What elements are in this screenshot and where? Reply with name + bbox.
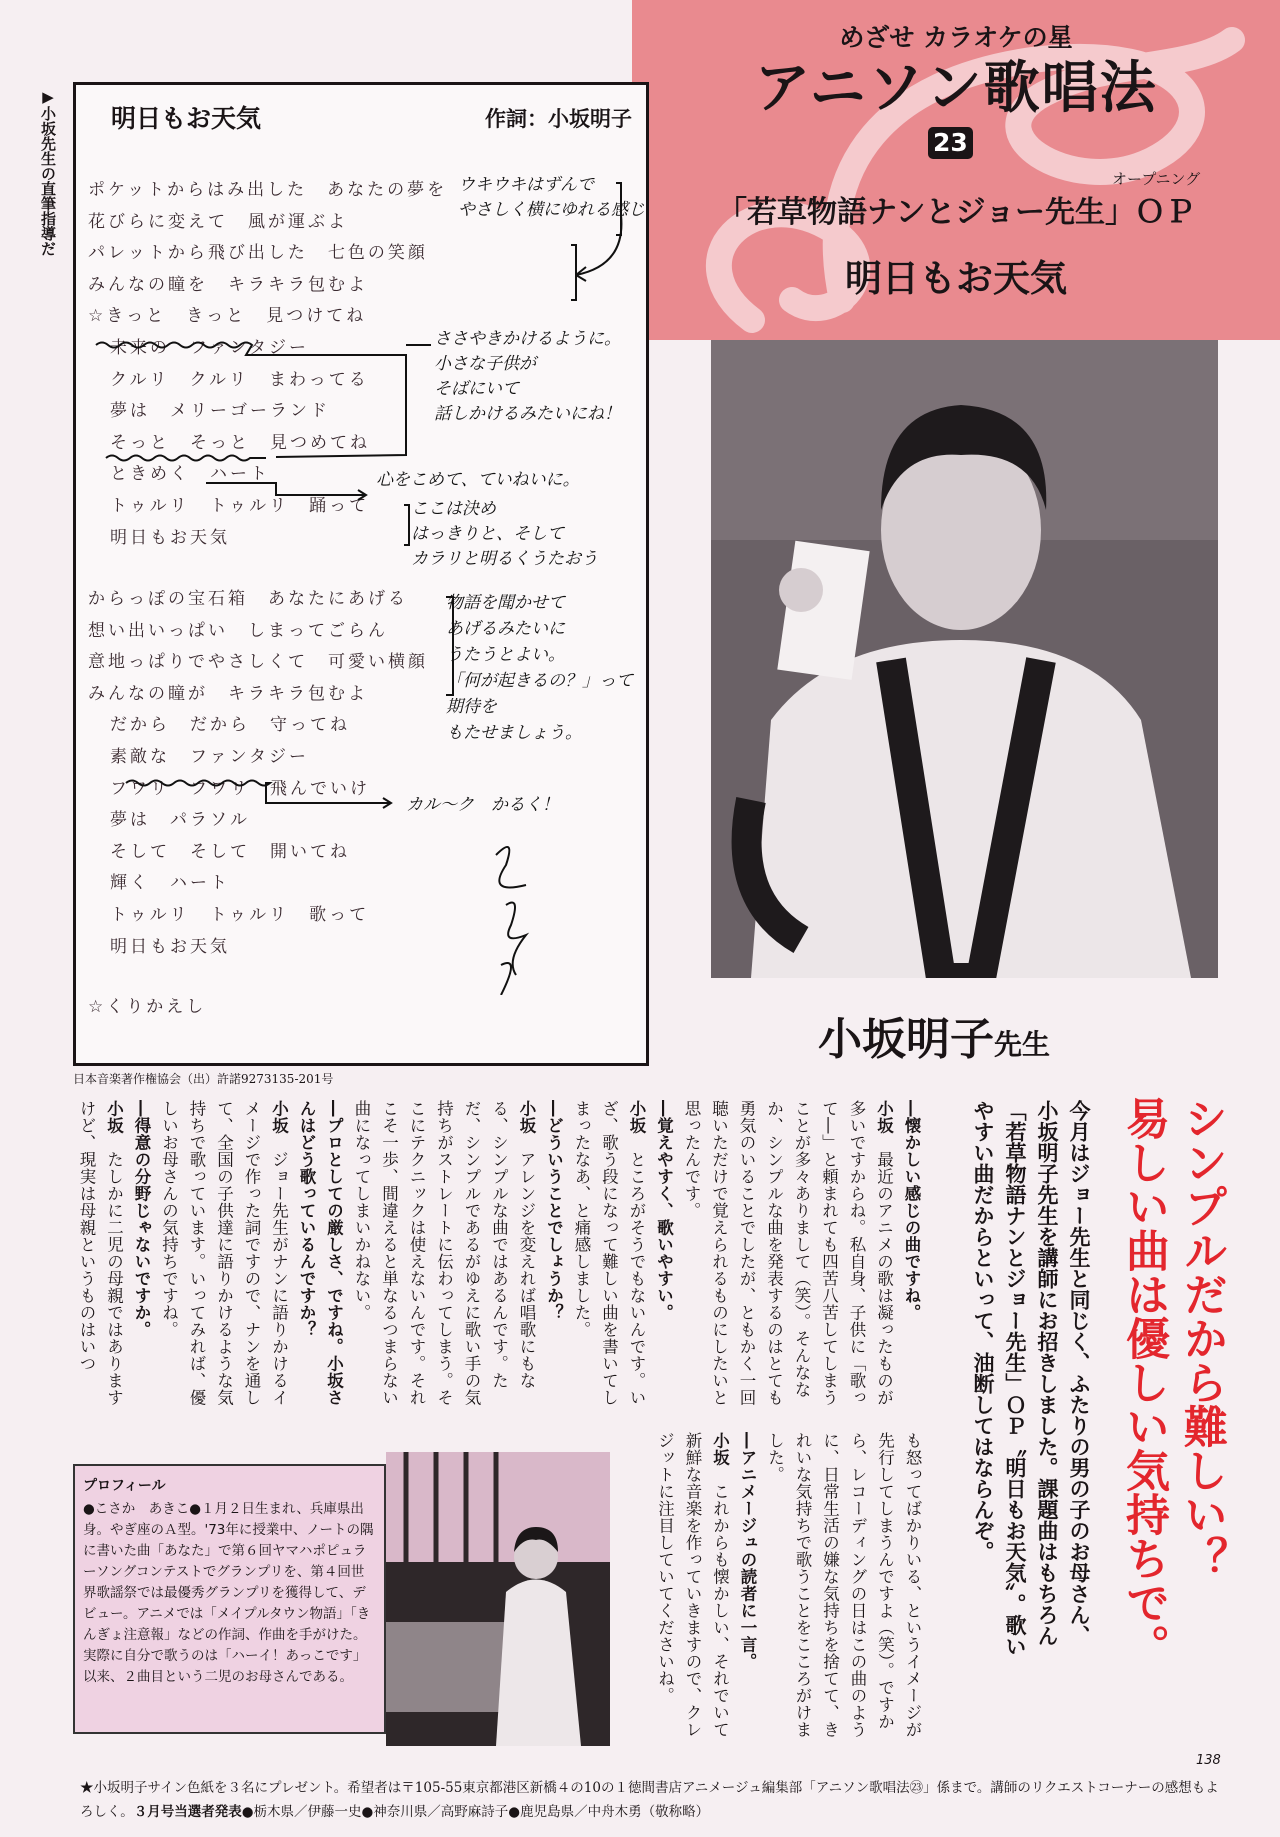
lyric-line: 明日もお天気 (110, 936, 230, 957)
answer-text: 最近のアニメの歌は凝ったものが多いですからね。私自身、子供に「歌って―」と頼まれても四苦八苦してしまうことが多々ありまして（笑）。そんななか、シンプルな曲を発表するのはとても勇気のいることでしたが、ともかく一回聴いただけで覚えられるものにしたいと思ったんです。 (682, 1100, 894, 1406)
lyric-line: 素敵な ファンタジー (110, 746, 309, 767)
studio-photo-image (386, 1452, 610, 1746)
note-line: 物語を聞かせて (446, 593, 565, 613)
teacher-name-text: 小坂明子 (818, 1014, 994, 1065)
winners-label: ３月号当選者発表 (133, 1804, 242, 1820)
note-line: ここは決め (411, 499, 496, 519)
lyric-line: 夢は パラソル (110, 810, 250, 831)
headline-line-1: シンプルだから難しい？ (1176, 1096, 1227, 1580)
repeat-label: ☆くりかえし (88, 997, 207, 1017)
note-line: カル～ク かるく！ (406, 795, 559, 815)
interview-question (898, 1100, 926, 1418)
teacher-portrait-image (711, 340, 1218, 978)
answer-text: アレンジを変えれば唱歌にもなる、シンプルな曲ではあるんです。ただ、シンプルであるがゆえに歌い手の気持ちがストレートに伝わってしまう。そこにテクニックは使えないんです。それこそ一歩、間違えると単なるつまらない曲になってしまいかねない。 (352, 1100, 536, 1406)
lead-paragraph: 今月はジョー先生と同じく、ふたりの男の子のお母さん、小坂明子先生を講師にお招きしました。課題曲はもちろん「若草物語ナンとジョー先生」ＯＰ〝明日もお天気〟。歌いやすい曲だからといって、油断してはならんぞ。 (971, 1100, 1091, 1657)
interview-question (650, 1100, 678, 1418)
note-line: 「何が起きるの？」って (446, 671, 633, 691)
lyric-line: ☆きっと きっと 見つけてね (88, 306, 367, 327)
interview-answer (155, 1100, 293, 1418)
teacher-honorific: 先生 (994, 1028, 1051, 1061)
question-text: ―得意の分野じゃないですか。 (132, 1100, 151, 1338)
lyric-line: みんなの瞳を キラキラ包むよ (88, 274, 368, 295)
lyric-line: 意地っぱりでやさしくて 可愛い横顔 (88, 652, 428, 673)
headline (1114, 1096, 1230, 1696)
note-line: あげるみたいに (446, 619, 565, 639)
lyrics-sheet (73, 82, 649, 1066)
page-number: 138 (1196, 1753, 1221, 1768)
interview-body-lower (651, 1432, 926, 1750)
answer-text: これからも懐かしい、それでいて新鮮な音楽を作っていきますので、クレジットに注目していてくださいね。 (655, 1432, 730, 1738)
note-line: はっきりと、そして (411, 524, 564, 544)
lyric-line: トゥルリ トゥルリ 歌って (110, 904, 370, 925)
note-line: 期待を (446, 697, 497, 717)
note-line: 心をこめて、ていねいに。 (376, 470, 580, 490)
interview-answer (678, 1100, 898, 1418)
interview-answer (568, 1100, 651, 1418)
speaker-label: 小坂 (104, 1100, 124, 1134)
question-text: ―どういうことでしょうか？ (544, 1100, 564, 1321)
question-text: ―覚えやすく、歌いやすい。 (654, 1100, 674, 1321)
series-header (632, 0, 1280, 340)
speaker-label: 小坂 (710, 1432, 730, 1466)
lyrics-title: 明日もお天気 (111, 104, 262, 133)
answer-text: ジョー先生がナンに語りかけるイメージで作った詞ですので、ナンを通して、全国の子供達に語りかけるような気持ちで歌っています。いってみれば、優しいお母さんの気持ちですね。 (159, 1100, 289, 1406)
interview-answer (761, 1432, 926, 1750)
interview-question (540, 1100, 568, 1418)
lyric-line: 輝く ハート (110, 873, 230, 894)
profile-text: ●こさか あきこ●１月２日生まれ、兵庫県出身。やぎ座のＡ型。'73年に授業中、ノートの隅に書いた曲「あなた」で第６回ヤマハポピュラーソングコンテストでグランプリを、第４回世界歌謡祭では最優秀グランプリを獲得して、デビュー。アニメでは「メイプルタウン物語」「きんぎょ注意報」などの作詞、作曲を手がけた。実際に自分で歌うのは「ハーイ！あっこです」以来、２曲目という二児のお母さんである。 (83, 1501, 374, 1685)
speaker-label: 小坂 (269, 1100, 289, 1134)
copyright-notice: 日本音楽著作権協会（出）許諾9273135-201号 (73, 1072, 334, 1086)
note-line: ウキウキはずんで (458, 175, 594, 195)
op-ruby: オープニング (1112, 170, 1201, 188)
lyric-line: フワリ フワリ 飛んでいけ (110, 778, 370, 799)
note-line: もたせましょう。 (446, 723, 582, 743)
teacher-name (818, 1014, 1050, 1071)
question-text: ―プロとしての厳しさ、ですね。小坂さんはどう歌っているんですか？ (297, 1100, 344, 1406)
winners-list: ●栃木県／伊藤一史●神奈川県／高野麻詩子●鹿児島県／中舟木勇（敬称略） (241, 1804, 710, 1820)
series-kicker: めざせ カラオケの星 (839, 23, 1073, 52)
speaker-label: 小坂 (517, 1100, 536, 1134)
lyric-line: みんなの瞳が キラキラ包むよ (88, 683, 368, 704)
interview-body-upper (73, 1100, 926, 1418)
speaker-label: 小坂 (874, 1100, 894, 1134)
studio-photo (386, 1452, 610, 1746)
interview-answer (348, 1100, 541, 1418)
headline-line-2: 易しい曲は優しい気持ちで。 (1118, 1096, 1169, 1668)
profile-box (73, 1464, 386, 1734)
lyrics-credit: 作詞：小坂明子 (485, 106, 632, 131)
answer-text: ところがそうでもないんです。いざ、歌う段になって難しい曲を書いてしまったなあ、と痛感しました。 (572, 1100, 646, 1406)
series-title: アニソン歌唱法 (754, 56, 1158, 121)
lyric-line: 明日もお天気 (110, 527, 230, 548)
question-text: ―アニメージュの読者に一言。 (738, 1432, 757, 1670)
handwritten-marks (76, 85, 652, 1069)
show-title: 「若草物語ナンとジョー先生」ＯＰ (717, 195, 1195, 230)
teacher-photo (711, 340, 1218, 978)
present-text: ★小坂明子サイン色紙を３名にプレゼント。希望者は〒105-55東京都港区新橋４の10の１徳間書店アニメージュ編集部「アニソン歌唱法㉓」係まで。講師のリクエストコーナーの感想もよろしく。 (80, 1780, 1219, 1820)
lyric-line: クルリ クルリ まわってる (110, 369, 369, 390)
lyric-line: そっと そっと 見つめてね (110, 432, 370, 453)
interview-question (293, 1100, 348, 1418)
profile-title: プロフィール (83, 1478, 166, 1494)
lyric-line: 想い出いっぱい しまってごらん (88, 620, 388, 641)
interview-answer (73, 1100, 128, 1418)
lyric-line: そして そして 開いてね (110, 841, 350, 862)
lyric-line: 花びらに変えて 風が運ぶよ (88, 211, 348, 232)
issue-number-badge: 23 (928, 127, 973, 159)
answer-text: たしかに二児の母親ではありますけど、現実は母親というものはいつ (77, 1100, 124, 1406)
note-line: 小さな子供が (434, 354, 536, 374)
interview-question (128, 1100, 156, 1418)
lyric-line: ポケットからはみ出した あなたの夢を (88, 180, 448, 200)
lyric-line: 夢は メリーゴーランド (110, 401, 330, 422)
song-title: 明日もお天気 (845, 257, 1067, 300)
note-line: そばにいて (434, 379, 519, 399)
note-line: 話しかけるみたいにね！ (434, 404, 621, 424)
speaker-label: 小坂 (627, 1100, 646, 1134)
interview-question (734, 1432, 762, 1750)
note-line: やさしく横にゆれる感じ (458, 200, 645, 220)
signature (476, 825, 556, 995)
lyric-line: ときめく ハート (110, 464, 270, 485)
lyric-line: だから だから 守ってね (110, 715, 350, 736)
note-line: カラリと明るくうたおう (411, 549, 598, 569)
answer-text: も怒ってばかりいる、というイメージが先行してしまうんですよ（笑）。ですから、レコーディングの日はこの曲のように、日常生活の嫌な気持ちを捨てて、きれいな気持ちで歌うことをこころがけました。 (765, 1432, 922, 1738)
note-line: ささやきかけるように。 (434, 329, 621, 349)
lyric-line: からっぽの宝石箱 あなたにあげる (88, 589, 408, 609)
question-text: ―懐かしい感じの曲ですね。 (902, 1100, 921, 1321)
lyric-line: トゥルリ トゥルリ 踊って (110, 495, 370, 516)
lyric-line: 未来の ファンタジー (110, 337, 309, 358)
side-caption: ▶小坂先生の直筆指導だ (39, 88, 57, 256)
note-line: うたうとよい。 (446, 645, 565, 665)
interview-answer (651, 1432, 734, 1750)
present-notice (80, 1776, 1230, 1824)
lyric-line: パレットから飛び出した 七色の笑顔 (88, 243, 428, 264)
